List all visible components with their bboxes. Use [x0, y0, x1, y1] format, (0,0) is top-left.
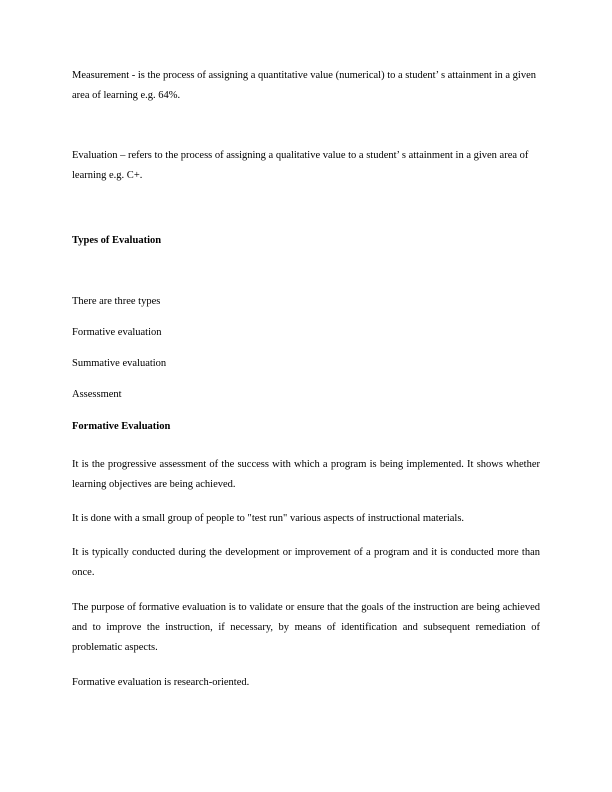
measurement-definition: Measurement - is the process of assigning a quantitative value (numerical) to a student’ s attainment in a given area of learning e.g. 64%. — [72, 70, 536, 101]
paragraph: The purpose of formative evaluation is to validate or ensure that the goals of the instruction are being achieved and to improve the instruction, if necessary, by means of identification and subsequent remediation of problematic aspects. — [72, 602, 540, 653]
evaluation-definition: Evaluation – refers to the process of assigning a qualitative value to a student’ s attainment in a given area of learning e.g. C+. — [72, 150, 529, 181]
paragraph: It is the progressive assessment of the success with which a program is being implemented. It shows whether learning objectives are being achieved. — [72, 459, 540, 490]
paragraph: It is done with a small group of people to "test run" various aspects of instructional materials. — [72, 513, 465, 524]
list-item: Assessment — [72, 389, 122, 400]
heading-types-of-evaluation: Types of Evaluation — [72, 235, 162, 246]
list-intro: There are three types — [72, 296, 161, 307]
paragraph: Formative evaluation is research-oriented. — [72, 677, 250, 688]
list-item: Formative evaluation — [72, 327, 162, 338]
list-item: Summative evaluation — [72, 358, 167, 369]
paragraph: It is typically conducted during the development or improvement of a program and it is conducted more than once. — [72, 547, 540, 578]
heading-formative-evaluation: Formative Evaluation — [72, 421, 171, 432]
